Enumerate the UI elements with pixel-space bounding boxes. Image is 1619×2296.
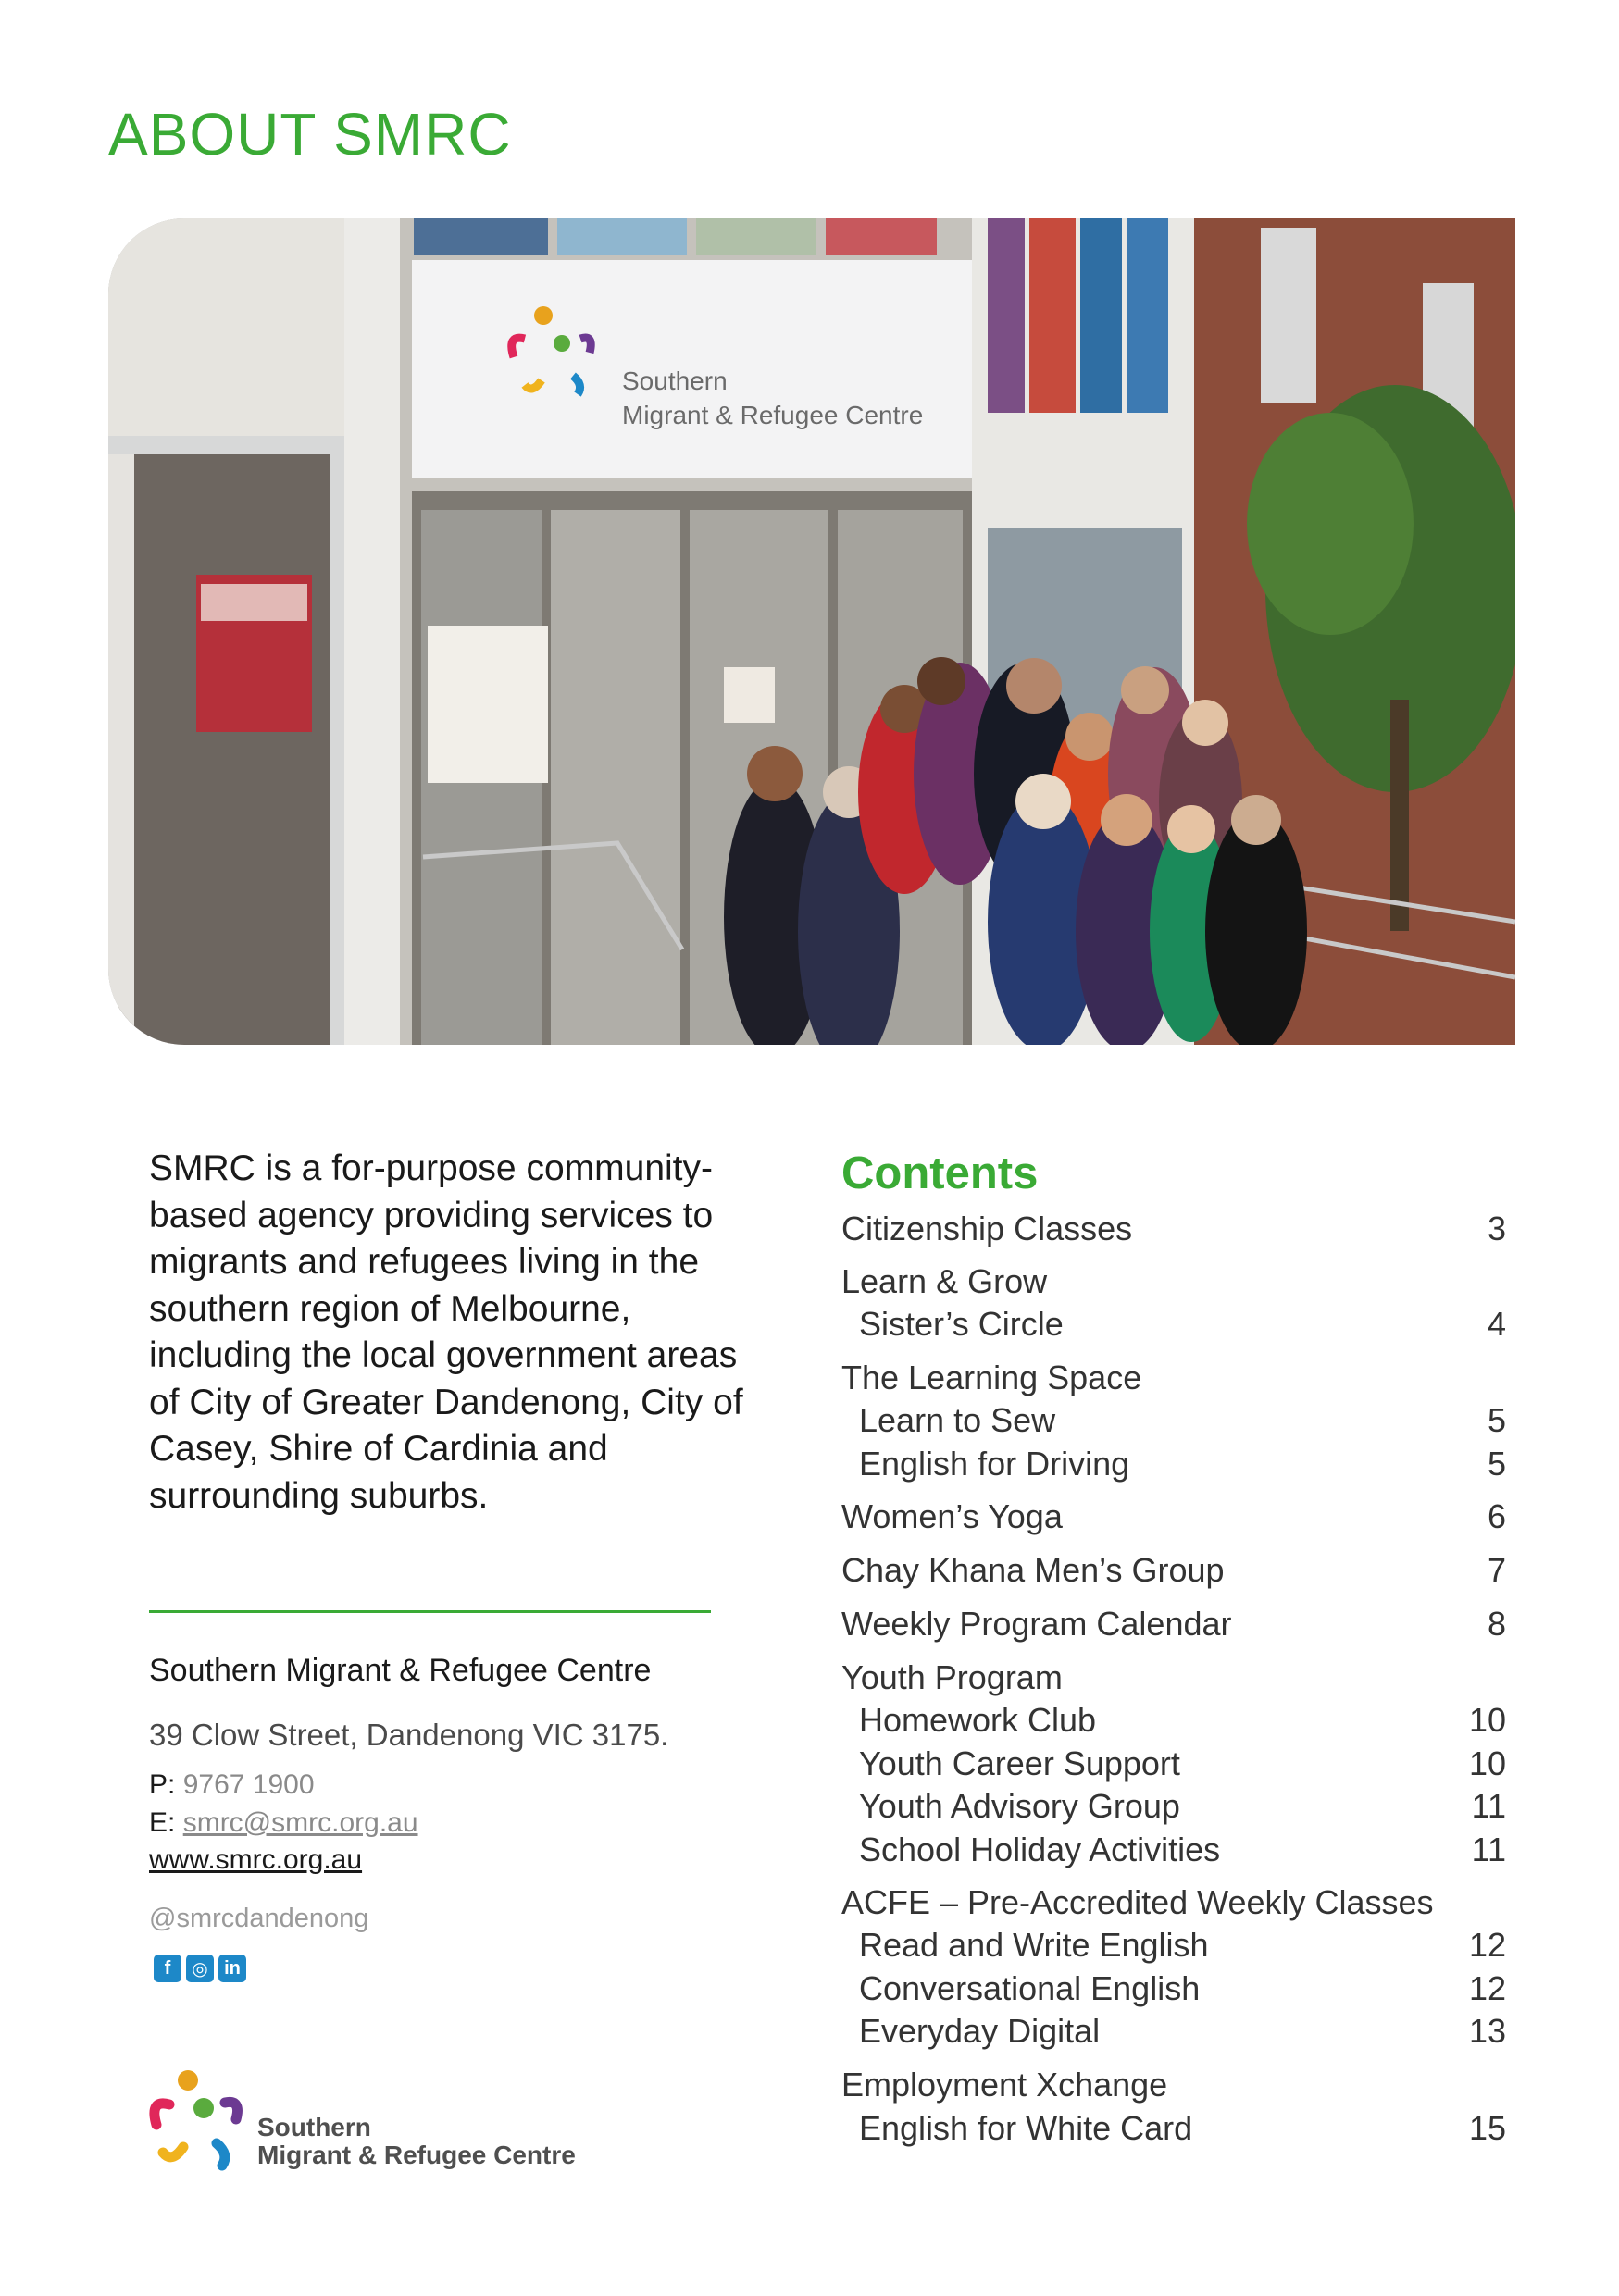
email-line bbox=[149, 1807, 418, 1839]
toc-item: English for White Card 15 bbox=[859, 2109, 1506, 2147]
toc-item: School Holiday Activities 11 bbox=[859, 1831, 1506, 1868]
address: 39 Clow Street, Dandenong VIC 3175. bbox=[149, 1718, 669, 1752]
phone-label: P: bbox=[149, 1769, 176, 1800]
toc-item: Sister’s Circle 4 bbox=[859, 1305, 1506, 1343]
website-link[interactable]: www.smrc.org.au bbox=[149, 1844, 363, 1875]
email-label: E: bbox=[149, 1807, 176, 1838]
toc-item: Everyday Digital 13 bbox=[859, 2012, 1506, 2050]
contents-title: Contents bbox=[841, 1148, 1039, 1198]
toc-item: Chay Khana Men’s Group 7 bbox=[841, 1551, 1506, 1589]
toc-item: Women’s Yoga 6 bbox=[841, 1497, 1506, 1535]
toc-item: Conversational English 12 bbox=[859, 1969, 1506, 2007]
toc-item: ACFE – Pre-Accredited Weekly Classes bbox=[841, 1883, 1434, 1921]
building-photo bbox=[108, 218, 1515, 1045]
phone-line bbox=[149, 1769, 315, 1801]
logo-line-1: Southern bbox=[257, 2113, 371, 2141]
sign-line-1: Southern bbox=[622, 366, 728, 395]
social-icons bbox=[154, 1955, 246, 1982]
email-link[interactable]: smrc@smrc.org.au bbox=[182, 1807, 418, 1838]
toc-item: Employment Xchange bbox=[841, 2066, 1168, 2104]
linkedin-icon[interactable]: in bbox=[218, 1955, 246, 1982]
toc-item: Youth Career Support 10 bbox=[859, 1744, 1506, 1782]
toc-item: Read and Write English 12 bbox=[859, 1926, 1506, 1964]
toc-item: Youth Advisory Group 11 bbox=[859, 1787, 1506, 1825]
page-title: ABOUT SMRC bbox=[108, 101, 512, 168]
toc-item: English for Driving 5 bbox=[859, 1445, 1506, 1483]
intro-paragraph: SMRC is a for-purpose community-based agency providing services to migrants and refugees living in the southern region of Melbourne, including the local government areas of City of Greater Dandenong, City of Casey, Shire of Cardinia and surrounding suburbs. bbox=[149, 1148, 743, 1516]
section-divider bbox=[149, 1610, 711, 1613]
toc-item: Learn to Sew 5 bbox=[859, 1401, 1506, 1439]
logo-line-2: Migrant & Refugee Centre bbox=[257, 2141, 576, 2169]
smrc-logo-text bbox=[257, 2114, 576, 2169]
toc-item: Youth Program bbox=[841, 1658, 1063, 1696]
smrc-logo-icon bbox=[146, 2067, 257, 2174]
facebook-icon[interactable]: f bbox=[154, 1955, 181, 1982]
toc-item: Learn & Grow bbox=[841, 1262, 1048, 1300]
toc-item: Homework Club 10 bbox=[859, 1701, 1506, 1739]
social-handle: @smrcdandenong bbox=[149, 1904, 369, 1933]
toc-item: The Learning Space bbox=[841, 1359, 1142, 1396]
org-name: Southern Migrant & Refugee Centre bbox=[149, 1653, 652, 1688]
toc-item: Citizenship Classes 3 bbox=[841, 1210, 1506, 1247]
sign-line-2: Migrant & Refugee Centre bbox=[622, 401, 924, 429]
phone-number: 9767 1900 bbox=[182, 1769, 315, 1800]
toc-item: Weekly Program Calendar 8 bbox=[841, 1605, 1506, 1643]
instagram-icon[interactable]: ◎ bbox=[186, 1955, 214, 1982]
